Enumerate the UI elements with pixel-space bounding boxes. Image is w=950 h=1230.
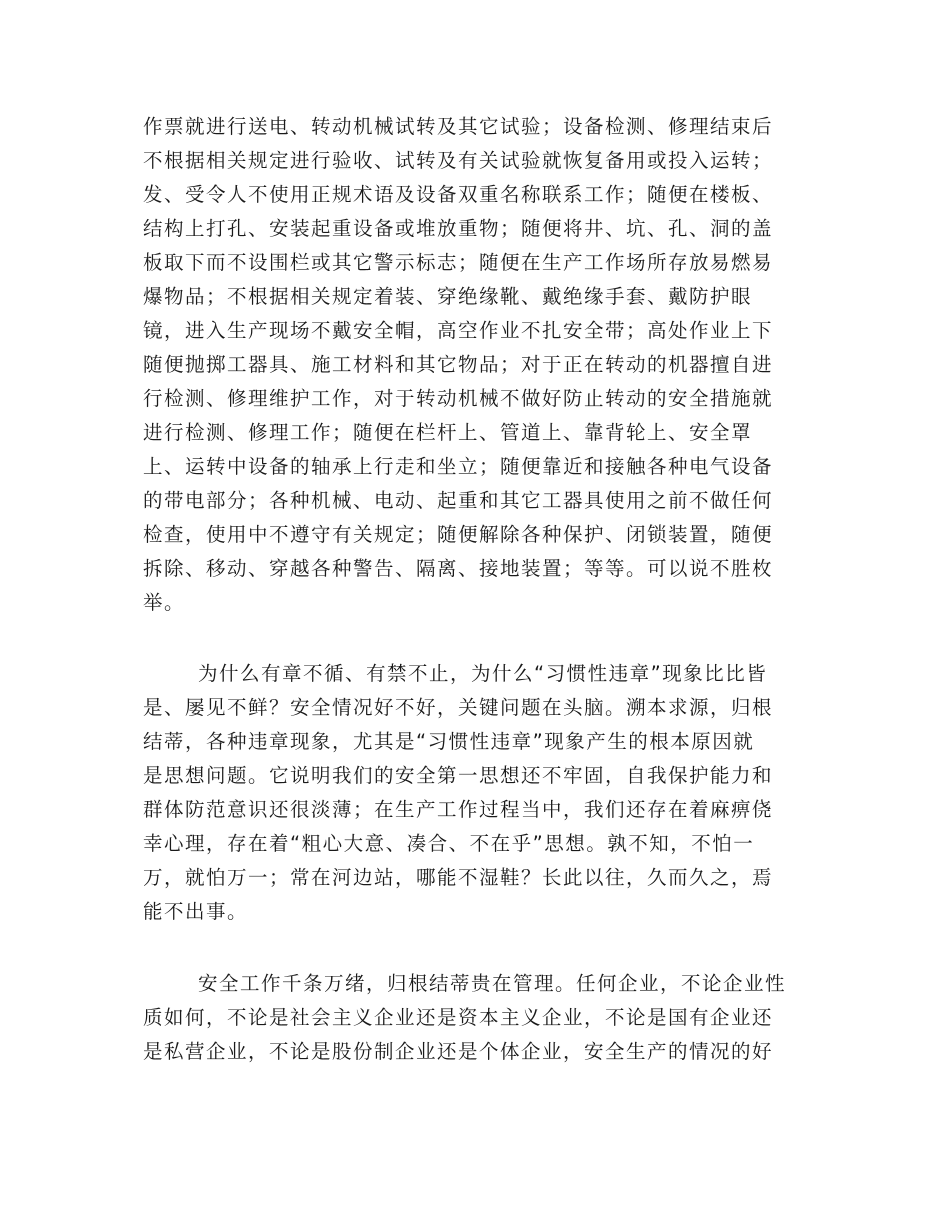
text-line: 群体防范意识还很淡薄；在生产工作过程当中，我们还存在着麻痹侥 (143, 798, 774, 821)
text-line: 板取下而不设围栏或其它警示标志；随便在生产工作场所存放易燃易 (143, 251, 774, 274)
text-line: 爆物品；不根据相关规定着装、穿绝缘靴、戴绝缘手套、戴防护眼 (143, 285, 753, 308)
text-line: 幸心理，存在着“粗心大意、凑合、不在乎”思想。孰不知，不怕一 (143, 832, 755, 855)
text-line: 作票就进行送电、转动机械试转及其它试验；设备检测、修理结束后 (143, 115, 774, 138)
text-line: 为什么有章不循、有禁不止，为什么“习惯性违章”现象比比皆 (198, 662, 768, 685)
text-line: 结蒂，各种违章现象，尤其是“习惯性违章”现象产生的根本原因就 (143, 730, 755, 753)
text-line: 发、受令人不使用正规术语及设备双重名称联系工作；随便在楼板、 (143, 183, 774, 206)
text-line: 的带电部分；各种机械、电动、起重和其它工器具使用之前不做任何 (143, 489, 774, 512)
text-line: 检查，使用中不遵守有关规定；随便解除各种保护、闭锁装置，随便 (143, 523, 774, 546)
text-line: 结构上打孔、安装起重设备或堆放重物；随便将井、坑、孔、洞的盖 (143, 217, 774, 240)
text-line: 是思想问题。它说明我们的安全第一思想还不牢固，自我保护能力和 (143, 764, 774, 787)
text-line: 进行检测、修理工作；随便在栏杆上、管道上、靠背轮上、安全罩 (143, 421, 753, 444)
text-line: 是、屡见不鲜？安全情况好不好，关键问题在头脑。溯本求源，归根 (143, 696, 774, 719)
text-line: 能不出事。 (143, 900, 249, 923)
text-line: 镜，进入生产现场不戴安全帽，高空作业不扎安全带；高处作业上下 (143, 319, 774, 342)
text-line: 上、运转中设备的轴承上行走和坐立；随便靠近和接触各种电气设备 (143, 455, 774, 478)
text-line: 安全工作千条万绪，归根结蒂贵在管理。任何企业，不论企业性 (198, 972, 787, 995)
text-line: 拆除、移动、穿越各种警告、隔离、接地装置；等等。可以说不胜枚 (143, 557, 774, 580)
text-line: 万，就怕万一；常在河边站，哪能不湿鞋？长此以往，久而久之，焉 (143, 866, 774, 889)
text-line: 是私营企业，不论是股份制企业还是个体企业，安全生产的情况的好 (143, 1040, 774, 1063)
text-line: 随便抛掷工器具、施工材料和其它物品；对于正在转动的机器擅自进 (143, 353, 774, 376)
text-line: 不根据相关规定进行验收、试转及有关试验就恢复备用或投入运转； (143, 149, 774, 172)
text-line: 举。 (143, 591, 186, 614)
text-line: 质如何，不论是社会主义企业还是资本主义企业，不论是国有企业还 (143, 1006, 774, 1029)
text-line: 行检测、修理维护工作，对于转动机械不做好防止转动的安全措施就 (143, 387, 774, 410)
